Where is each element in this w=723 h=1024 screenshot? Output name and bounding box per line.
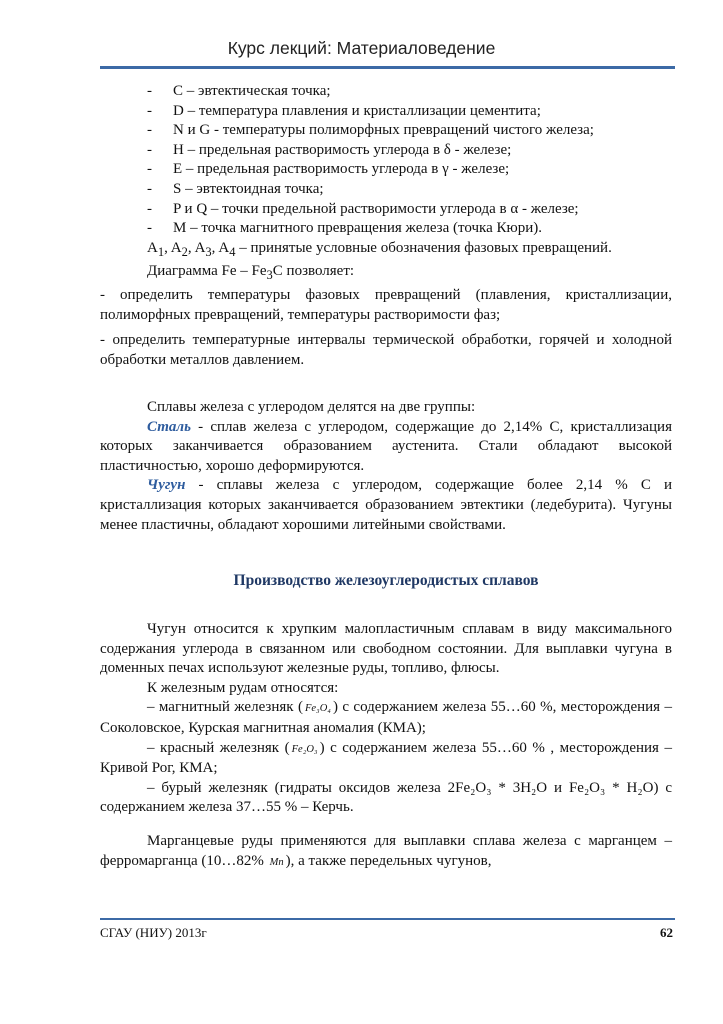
alloys-intro: Сплавы железа с углеродом делятся на две группы: xyxy=(147,399,476,415)
list-dash: - xyxy=(147,200,152,217)
footer-rule xyxy=(100,918,675,920)
list-text: P и Q – точки предельной растворимости углерода в α - железе; xyxy=(173,200,579,217)
list-item xyxy=(100,219,672,239)
list-dash: - xyxy=(147,220,152,237)
list-text: H – предельная растворимость углерода в δ - железе; xyxy=(173,141,512,158)
list-item xyxy=(100,82,672,102)
alloys-section xyxy=(100,398,672,535)
list-text: M – точка магнитного превращения железа (точка Кюри). xyxy=(173,220,542,237)
formula-magnetite: Fe₃O₄ xyxy=(304,703,331,715)
allows-item-2: - определить температурные интервалы термической обработки, горячей и холодной обработки металлов давлением. xyxy=(100,332,672,368)
list-dash: - xyxy=(147,141,152,158)
ore-limonite: – бурый железняк (гидраты оксидов железа 2Fe₂O₃ * 3H₂O и Fe₂O₃ * H₂O) с содержанием железа 37…55 % – Керчь. xyxy=(100,779,672,816)
list-dash: - xyxy=(147,102,152,119)
diagram-intro: Диаграмма Fe – $Fe_3C$ позволяет: xyxy=(147,263,355,283)
steel-term: Сталь xyxy=(147,418,191,435)
section-heading: Производство железоуглеродистых сплавов xyxy=(233,572,539,589)
formula-hematite: Fe₂O₃ xyxy=(291,743,318,755)
cast-iron-definition: Чугун - сплавы железа с углеродом, содержащие более 2,14 % С и кристаллизация которых заканчивается образованием эвтектики (ледебурита). Чугуны менее пластичны, обладают хорошими литейными свойствами. xyxy=(100,477,672,533)
list-item xyxy=(100,121,672,141)
page-number: 62 xyxy=(660,925,673,940)
list-dash: - xyxy=(147,83,152,99)
header-rule xyxy=(100,66,675,69)
ore-hematite: – красный железняк ( Fe₂O₃ ) с содержанием железа 55…60 % , месторождения – Кривой Рог, КМА; xyxy=(100,739,672,777)
ore-magnetite: – магнитный железняк ( Fe₃O₄ ) с содержанием железа 55…60 %, месторождения – Соколовское, Курская магнитная аномалия (КМА); xyxy=(100,699,672,736)
list-dash: - xyxy=(147,180,152,197)
list-item xyxy=(100,141,672,161)
formula-manganese: Mn xyxy=(269,856,284,868)
list-text: S – эвтектоидная точка; xyxy=(173,180,324,197)
steel-definition: Сталь - сплав железа с углеродом, содержащие до 2,14% С, кристаллизация которых заканчивается образованием аустенита. Стали обладают высокой пластичностью, хорошо деформируются. xyxy=(100,418,672,474)
list-item xyxy=(100,180,672,200)
list-item xyxy=(100,200,672,220)
phase-notation-line: $A_1$, $A_2$, $A_3$, $A_4$ – принятые условные обозначения фазовых превращений. xyxy=(147,239,612,259)
ores-intro: К железным рудам относятся: xyxy=(147,679,339,696)
list-text: N и G - температуры полиморфных превращений чистого железа; xyxy=(173,122,594,139)
list-dash: - xyxy=(147,122,152,139)
list-text: E – предельная растворимость углерода в γ - железе; xyxy=(173,161,510,178)
list-dash: - xyxy=(147,161,152,178)
list-item xyxy=(100,102,672,122)
list-text: C – эвтектическая точка; xyxy=(173,83,331,99)
footer-institution: СГАУ (НИУ) 2013г xyxy=(100,925,207,940)
production-paragraph: Чугун относится к хрупким малопластичным сплавам в виду максимального содержания углерода в связанном или свободном состоянии. Для выплавки чугуна в доменных печах используют железные руды, топливо, флюсы. xyxy=(100,621,672,677)
allows-item-1: - определить температуры фазовых превращений (плавления, кристаллизации, полиморфных превращений, температуры растворимости фаз; xyxy=(100,286,672,323)
page-header-title: Курс лекций: Материаловедение xyxy=(227,38,496,58)
manganese-paragraph: Марганцевые руды применяются для выплавки сплава железа с марганцем – ферромарганца (10…82% Mn ), а также передельных чугунов, xyxy=(100,832,672,869)
list-item xyxy=(100,160,672,180)
production-section xyxy=(100,620,672,872)
list-text: D – температура плавления и кристаллизации цементита; xyxy=(173,102,541,119)
point-list xyxy=(100,82,672,370)
cast-iron-term: Чугун xyxy=(147,477,186,494)
